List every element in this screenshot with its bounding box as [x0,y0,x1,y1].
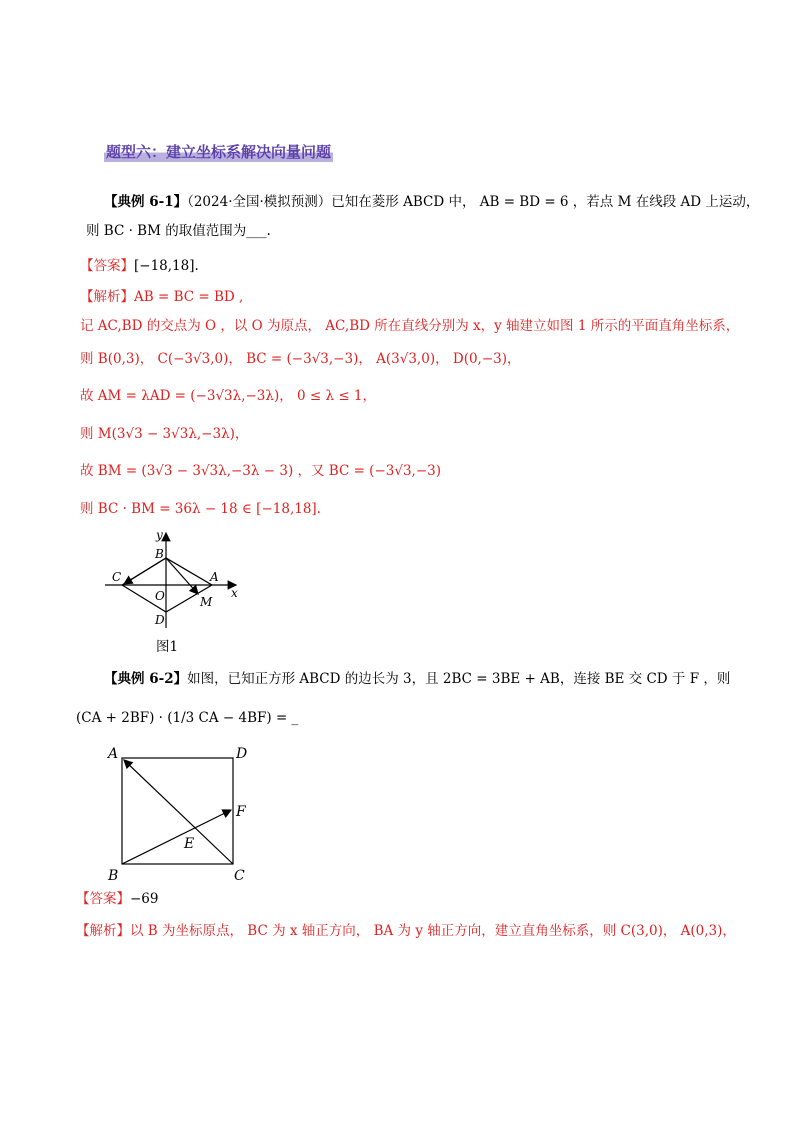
figure-2-square [100,740,260,888]
section-heading: 题型六：建立坐标系解决向量问题 [106,143,332,161]
vector-bf [122,810,231,864]
vector-bc [124,558,166,584]
solution-tag: 【解析】 [76,923,130,939]
answer-6-1 [80,257,199,275]
solution-tag: 【解析】 [80,289,134,305]
label-y: y [156,528,163,542]
answer-6-2 [76,890,159,908]
solution-6-1-line0 [80,288,243,306]
vector-bm [166,558,198,594]
example-6-1-line2: 则 BC · BM 的取值范围为___. [86,223,271,239]
answer-value: −69 [130,891,159,907]
label-a: A [108,746,119,762]
label-x: x [231,586,238,600]
label-d: D [236,746,248,762]
solution-6-1-line2: 则 B(0,3)， C(−3√3,0)， BC = (−3√3,−3)， A(3√3,0)， D(0,−3)， [80,351,521,367]
label-f: F [236,804,246,820]
figure-1-caption: 图1 [156,639,179,655]
example-text: 如图，已知正方形 ABCD 的边长为 3，且 2BC = 3BE + AB，连接 BE 交 CD 于 F ，则 [187,671,731,687]
solution-6-1-line5: 故 BM = (3√3 − 3√3λ,−3λ − 3) ，又 BC = (−3√3,−3) [80,463,441,479]
solution-6-1-line1: 记 AC,BD 的交点为 O ，以 O 为原点， AC,BD 所在直线分别为 x，y 轴建立如图 1 所示的平面直角坐标系， [80,318,740,334]
example-6-2-line2: (CA + 2BF) · (1/3 CA − 4BF) = _ [76,710,299,726]
label-m: M [200,595,213,609]
label-c: C [112,570,122,584]
answer-value: [−18,18]. [134,258,199,274]
label-b: B [155,547,164,561]
example-text: （2024·全国·模拟预测）已知在菱形 ABCD 中， AB = BD = 6 ，若点 M 在线段 AD 上运动， [187,194,760,210]
solution-6-1-line4: 则 M(3√3 − 3√3λ,−3λ)， [80,426,249,442]
solution-6-1-line3: 故 AM = λAD = (−3√3λ,−3λ)， 0 ≤ λ ≤ 1， [80,388,377,404]
answer-tag: 【答案】 [76,891,130,907]
answer-tag: 【答案】 [80,258,134,274]
label-b: B [108,868,119,884]
solution-text: 以 B 为坐标原点， BC 为 x 轴正方向， BA 为 y 轴正方向，建立直角坐标系，则 C(3,0)， A(0,3)， [130,923,736,939]
example-tag: 【典例 6-2】 [104,671,188,687]
solution-6-1-line6: 则 BC · BM = 36λ − 18 ∈ [−18,18]. [80,501,321,517]
label-a: A [210,570,219,584]
example-6-2-line1 [104,670,730,688]
solution-text: AB = BC = BD , [134,289,244,305]
label-e: E [184,836,195,852]
figure-1-rhombus [100,528,250,638]
vector-ca [124,760,233,864]
example-tag: 【典例 6-1】 [104,194,188,210]
example-6-1-line1 [104,193,759,211]
label-d: D [155,613,165,627]
solution-6-2-line1 [76,922,736,940]
segment-ba [166,558,212,585]
label-o: O [155,589,165,603]
label-c: C [234,868,245,884]
